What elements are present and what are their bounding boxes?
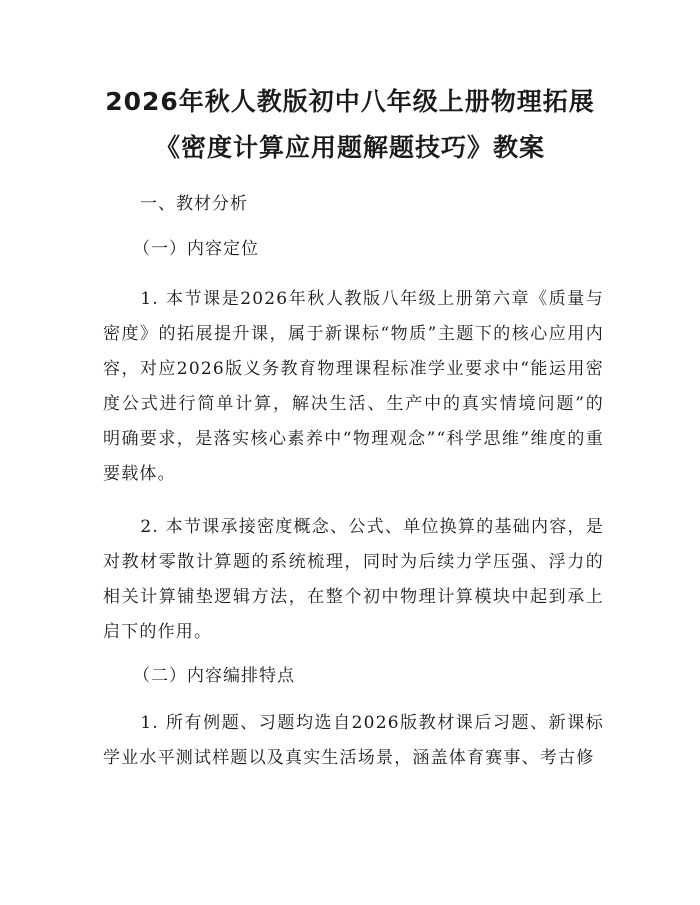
subsection-heading-content-positioning: （一）内容定位: [133, 239, 259, 259]
section-heading-textbook-analysis: 一、教材分析: [140, 194, 248, 214]
document-title-line-2: 《密度计算应用题解题技巧》教案: [154, 133, 545, 162]
paragraph-2: 2. 本节课承接密度概念、公式、单位换算的基础内容，是对教材零散计算题的系统梳理，同时为后续力学压强、浮力的相关计算铺垫逻辑方法，在整个初中物理计算模块中起到承上启下的作用。: [103, 517, 604, 642]
paragraph-3: 1. 所有例题、习题均选自2026版教材课后习题、新课标学业水平测试样题以及真实生活场景，涵盖体育赛事、考古修: [103, 713, 604, 768]
document-title-line-1: 2026年秋人教版初中八年级上册物理拓展: [105, 87, 595, 116]
subsection-heading-arrangement-features: （二）内容编排特点: [133, 666, 295, 686]
paragraph-1: 1. 本节课是2026年秋人教版八年级上册第六章《质量与密度》的拓展提升课，属于新课标“物质”主题下的核心应用内容，对应2026版义务教育物理课程标准学业要求中“能运用密度公式进行简单计算，解决生活、生产中的真实情境问题”的明确要求，是落实核心素养中“物理观念”“科学思维”维度的重要载体。: [103, 289, 604, 484]
